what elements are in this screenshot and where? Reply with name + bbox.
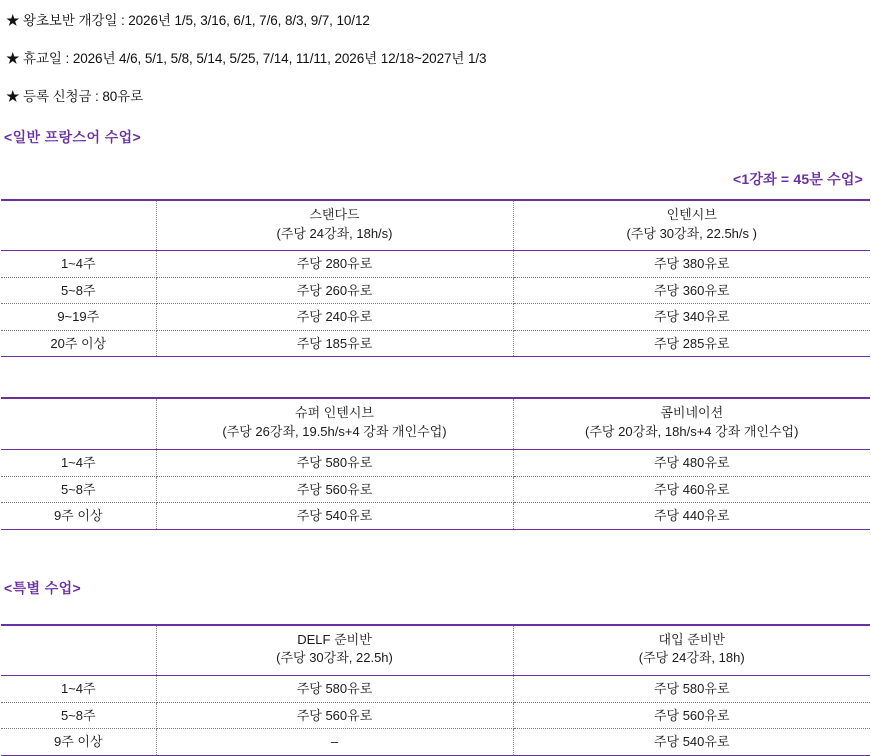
cell-university-prep-price: 주당 560유로 bbox=[513, 702, 870, 729]
spacer-before-special bbox=[0, 530, 871, 574]
column-header-university-prep-title: 대입 준비반 bbox=[658, 631, 725, 647]
cell-combination-price: 주당 480유로 bbox=[513, 450, 870, 477]
lesson-length-note: <1강좌 = 45분 수업> bbox=[733, 170, 863, 187]
column-header-duration bbox=[1, 200, 156, 251]
cell-super-intensive-price: 주당 540유로 bbox=[156, 503, 513, 530]
table-row bbox=[1, 330, 870, 357]
spacer-between-tables bbox=[0, 357, 871, 397]
column-header-intensive-detail: (주당 30강좌, 22.5h/s ) bbox=[626, 225, 757, 241]
row-label: 9주 이상 bbox=[1, 729, 156, 756]
table-row bbox=[1, 729, 870, 756]
cell-standard-price: 주당 280유로 bbox=[156, 251, 513, 278]
pricing-table-special bbox=[1, 624, 870, 756]
column-header-intensive-title: 인텐시브 bbox=[666, 206, 717, 222]
cell-super-intensive-price: 주당 560유로 bbox=[156, 476, 513, 503]
column-header-duration bbox=[1, 625, 156, 676]
pricing-table-general-standard bbox=[1, 199, 870, 358]
cell-delf-price: 주당 560유로 bbox=[156, 702, 513, 729]
cell-delf-price: – bbox=[156, 729, 513, 756]
column-header-standard-title: 스탠다드 bbox=[309, 206, 360, 222]
table-row bbox=[1, 277, 870, 304]
note-line-1: ★ 왕초보반 개강일 : 2026년 1/5, 3/16, 6/1, 7/6, 8/3, 9/7, 10/12 bbox=[6, 13, 370, 28]
table-row bbox=[1, 251, 870, 278]
cell-intensive-price: 주당 360유로 bbox=[513, 277, 870, 304]
cell-intensive-price: 주당 285유로 bbox=[513, 330, 870, 357]
cell-super-intensive-price: 주당 580유로 bbox=[156, 450, 513, 477]
table-row bbox=[1, 304, 870, 331]
column-header-duration bbox=[1, 398, 156, 449]
cell-standard-price: 주당 260유로 bbox=[156, 277, 513, 304]
column-header-super-intensive bbox=[156, 398, 513, 449]
column-header-combination-title: 콤비네이션 bbox=[660, 405, 724, 421]
section-heading-special: <특별 수업> bbox=[4, 579, 82, 596]
table-row bbox=[1, 702, 870, 729]
table-header-row bbox=[1, 200, 870, 251]
column-header-standard bbox=[156, 200, 513, 251]
column-header-university-prep bbox=[513, 625, 870, 676]
note-line-2: ★ 휴교일 : 2026년 4/6, 5/1, 5/8, 5/14, 5/25, 7/14, 11/11, 2026년 12/18~2027년 1/3 bbox=[6, 51, 487, 67]
row-label: 9~19주 bbox=[1, 304, 156, 331]
column-header-university-prep-detail: (주당 24강좌, 18h) bbox=[638, 650, 745, 666]
table-row bbox=[1, 676, 870, 703]
table-row bbox=[1, 450, 870, 477]
table-header-row bbox=[1, 625, 870, 676]
row-label: 9주 이상 bbox=[1, 503, 156, 530]
cell-standard-price: 주당 185유로 bbox=[156, 330, 513, 357]
cell-intensive-price: 주당 340유로 bbox=[513, 304, 870, 331]
cell-intensive-price: 주당 380유로 bbox=[513, 251, 870, 278]
pricing-table-general-super bbox=[1, 397, 870, 529]
cell-combination-price: 주당 440유로 bbox=[513, 503, 870, 530]
table-header-row bbox=[1, 398, 870, 449]
cell-university-prep-price: 주당 580유로 bbox=[513, 676, 870, 703]
column-header-combination bbox=[513, 398, 870, 449]
row-label: 1~4주 bbox=[1, 676, 156, 703]
spacer-after-special-heading bbox=[0, 598, 871, 624]
notes-list bbox=[0, 0, 871, 107]
cell-delf-price: 주당 580유로 bbox=[156, 676, 513, 703]
cell-standard-price: 주당 240유로 bbox=[156, 304, 513, 331]
row-label: 5~8주 bbox=[1, 476, 156, 503]
row-label: 1~4주 bbox=[1, 450, 156, 477]
table-row bbox=[1, 503, 870, 530]
column-header-delf-title: DELF 준비반 bbox=[297, 631, 372, 647]
column-header-delf bbox=[156, 625, 513, 676]
row-label: 1~4주 bbox=[1, 251, 156, 278]
row-label: 20주 이상 bbox=[1, 330, 156, 357]
cell-university-prep-price: 주당 540유로 bbox=[513, 729, 870, 756]
column-header-super-intensive-detail: (주당 26강좌, 19.5h/s+4 강좌 개인수업) bbox=[222, 424, 447, 440]
row-label: 5~8주 bbox=[1, 277, 156, 304]
section-heading-general: <일반 프랑스어 수업> bbox=[4, 128, 142, 145]
column-header-delf-detail: (주당 30강좌, 22.5h) bbox=[276, 650, 393, 666]
column-header-combination-detail: (주당 20강좌, 18h/s+4 강좌 개인수업) bbox=[585, 424, 799, 440]
note-line-3: ★ 등록 신청금 : 80유로 bbox=[6, 89, 144, 105]
column-header-super-intensive-title: 슈퍼 인텐시브 bbox=[295, 405, 374, 421]
column-header-standard-detail: (주당 24강좌, 18h/s) bbox=[276, 225, 393, 241]
cell-combination-price: 주당 460유로 bbox=[513, 476, 870, 503]
row-label: 5~8주 bbox=[1, 702, 156, 729]
table-row bbox=[1, 476, 870, 503]
column-header-intensive bbox=[513, 200, 870, 251]
